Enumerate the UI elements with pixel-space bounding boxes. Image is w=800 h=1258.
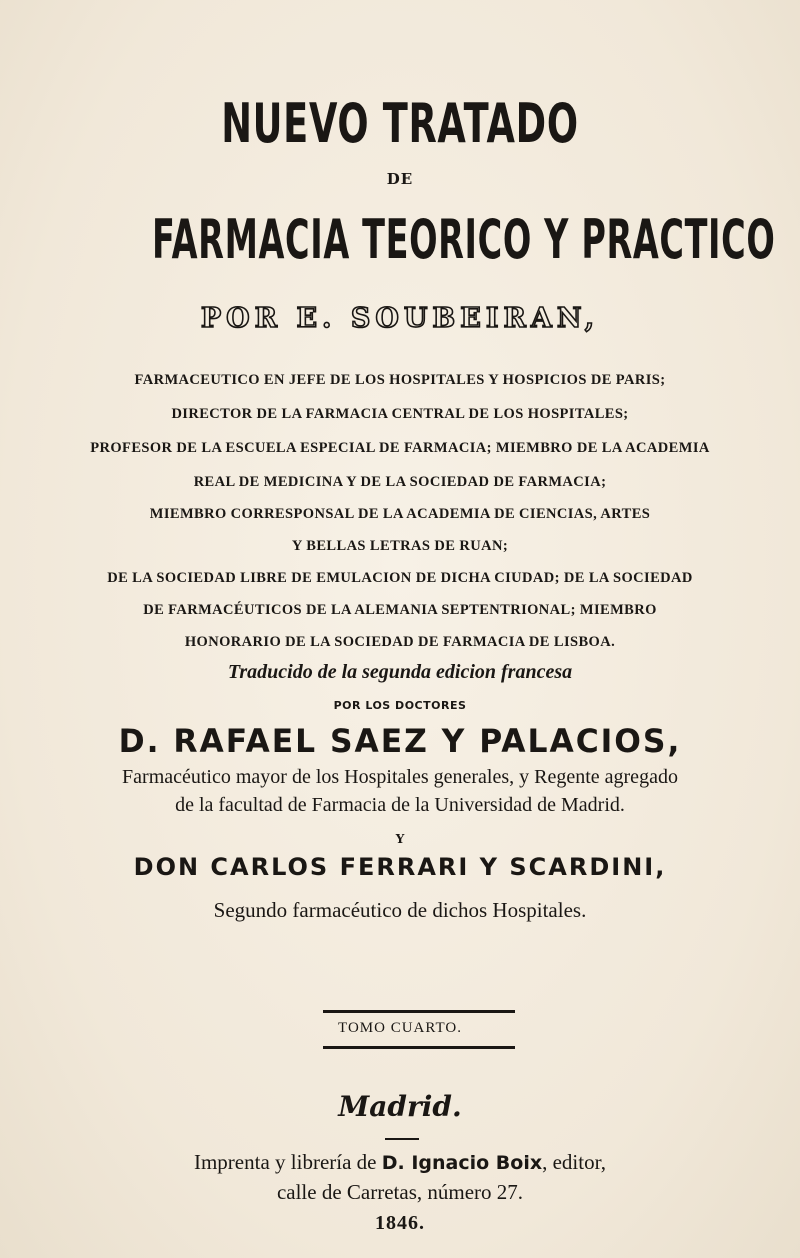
imprint-address: calle de Carretas, número 27. [276,1180,524,1204]
translator-2-desc: Segundo farmacéutico de dichos Hospitales. [213,898,587,922]
author-line: POR E. SOUBEIRAN, [200,303,600,334]
imprint-publisher: D. Ignacio Boix [381,1152,543,1174]
imprint-year: 1846. [375,1212,425,1234]
credential-line: DE LA SOCIEDAD LIBRE DE EMULACION DE DICHA CIUDAD; DE LA SOCIEDAD [107,570,693,586]
credential-line: DIRECTOR DE LA FARMACIA CENTRAL DE LOS HOSPITALES; [171,406,629,422]
credential-line: DE FARMACÉUTICOS DE LA ALEMANIA SEPTENTRIONAL; MIEMBRO [143,602,657,618]
title-connector: DE [386,170,414,188]
translation-note: Traducido de la segunda edicion francesa [227,661,573,683]
imprint-city: Madrid. [338,1090,462,1123]
translator-1-desc-1: Farmacéutico mayor de los Hospitales generales, y Regente agregado [122,766,678,788]
translator-1-name: D. RAFAEL SAEZ Y PALACIOS, [118,722,682,760]
imprint-prefix: Imprenta y librería de [193,1150,382,1174]
credential-line: REAL DE MEDICINA Y DE LA SOCIEDAD DE FARMACIA; [193,474,607,490]
credential-line: MIEMBRO CORRESPONSAL DE LA ACADEMIA DE CIENCIAS, ARTES [149,506,651,522]
volume-label: TOMO CUARTO. [338,1020,462,1036]
volume-rule-bottom [323,1046,515,1049]
and-connector: Y [395,832,405,846]
credential-line: PROFESOR DE LA ESCUELA ESPECIAL DE FARMACIA; MIEMBRO DE LA ACADEMIA [90,440,710,456]
title-line-2: FARMACIA TEORICO Y PRACTICO [152,208,776,271]
credential-line: HONORARIO DE LA SOCIEDAD DE FARMACIA DE LISBOA. [184,634,616,650]
credential-line: Y BELLAS LETRAS DE RUAN; [291,538,509,554]
translator-2-name: DON CARLOS FERRARI Y SCARDINI, [133,853,667,881]
credential-line: FARMACEUTICO EN JEFE DE LOS HOSPITALES Y HOSPICIOS DE PARIS; [134,372,666,388]
imprint-divider [385,1138,419,1140]
imprint-suffix: , editor, [542,1150,607,1174]
translator-1-desc-2: de la facultad de Farmacia de la Universidad de Madrid. [175,794,625,816]
title-line-1: NUEVO TRATADO [221,92,579,155]
imprint-line-1 [0,1150,800,1175]
volume-rule-top [323,1010,515,1013]
by-line: POR LOS DOCTORES [333,699,467,712]
